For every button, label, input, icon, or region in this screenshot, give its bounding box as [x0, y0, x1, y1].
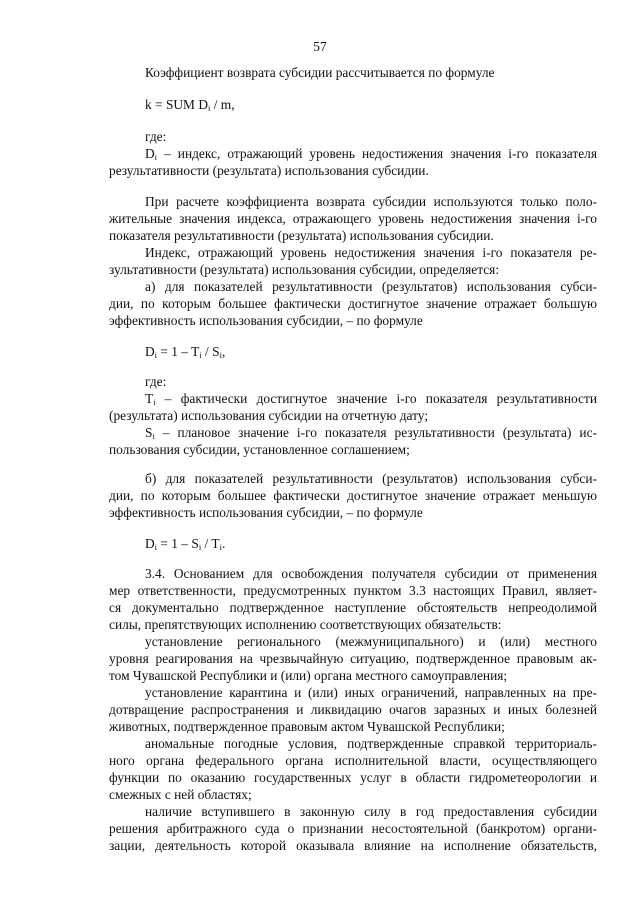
text-line: $S_i$ – плановое значение i-го показателя результативности (результата) ис- — [145, 425, 597, 441]
text-line: б) для показателей результативности (результатов) использования субси- — [145, 471, 597, 486]
text-line: наличие вступившего в законную силу в год предоставления субсидии — [145, 804, 597, 819]
text-line: а) для показателей результативности (результатов) использования субси- — [145, 279, 597, 294]
text-line: эффективность использования субсидии, – по формуле — [109, 505, 423, 520]
page-number: 57 — [313, 39, 327, 54]
text-line: ся документально подтвержденное наступление обстоятельств непреодолимой — [109, 600, 597, 615]
text-line: эффективность использования субсидии, – по формуле — [109, 313, 423, 328]
text-line: дии, по которым большее фактически достигнутое значение отражает большую — [109, 296, 597, 311]
text-line: Коэффициент возврата субсидии рассчитывается по формуле — [145, 65, 495, 80]
formula-di-a: $D_i = 1 - T_i / S_i$, — [145, 344, 226, 360]
text-line: Индекс, отражающий уровень недостижения значения i-го показателя ре- — [145, 245, 597, 260]
text-line: установление карантина и (или) иных ограничений, направленных на пре- — [145, 685, 597, 700]
text-line: зультативности (результата) использования субсидии, определяется: — [109, 262, 500, 277]
text-line: аномальные погодные условия, подтвержденные справкой территориаль- — [145, 736, 597, 751]
text-line: 3.4. Основанием для освобождения получателя субсидии от применения — [145, 566, 597, 581]
text-line: показателя результативности (результата) использования субсидии. — [109, 228, 494, 243]
text-line: При расчете коэффициента возврата субсидии используются только поло- — [145, 194, 597, 209]
formula-k: k = SUM $D_i$ / m, — [145, 97, 235, 113]
text-line: $T_i$ – фактически достигнутое значение i-го показателя результативности — [145, 391, 597, 407]
text-line: дии, по которым большее фактически достигнутое значение отражает меньшую — [109, 488, 597, 503]
text-line: результативности (результата) использования субсидии. — [109, 163, 429, 178]
text-line: установление регионального (межмуниципального) и (или) местного — [145, 634, 597, 649]
text-line: животных, подтвержденное правовым актом Чувашской Республики; — [109, 719, 505, 734]
text-line: уровня реагирования на чрезвычайную ситуацию, подтвержденное правовым ак- — [109, 651, 597, 666]
text-line: $D_i$ – индекс, отражающий уровень недостижения значения i-го показателя — [145, 146, 597, 162]
text-line: где: — [145, 374, 167, 389]
text-line: жительные значения индекса, отражающего уровень недостижения значения i-го — [109, 211, 597, 226]
text-line: функции по оказанию государственных услуг в области гидрометеорологии и — [109, 770, 597, 785]
text-line: (результата) использования субсидии на отчетную дату; — [109, 408, 429, 423]
text-line: ного органа федерального органа исполнительной власти, осуществляющего — [109, 753, 597, 768]
text-line: силы, препятствующих исполнению соответствующих обязательств: — [109, 617, 502, 632]
formula-di-b: $D_i = 1 - S_i / T_i$. — [145, 536, 226, 552]
text-line: пользования субсидии, установленное соглашением; — [109, 442, 410, 457]
text-line: дотвращение распространения и ликвидацию очагов заразных и иных болезней — [109, 702, 597, 717]
text-line: мер ответственности, предусмотренных пунктом 3.3 настоящих Правил, являет- — [109, 583, 597, 598]
text-line: решения арбитражного суда о признании несостоятельной (банкротом) органи- — [109, 821, 597, 836]
text-line: смежных с ней областях; — [109, 787, 252, 802]
text-line: том Чувашской Республики и (или) органа местного самоуправления; — [109, 668, 508, 683]
text-line: где: — [145, 129, 167, 144]
text-line: зации, деятельность которой оказывала влияние на исполнение обязательств, — [109, 838, 597, 853]
